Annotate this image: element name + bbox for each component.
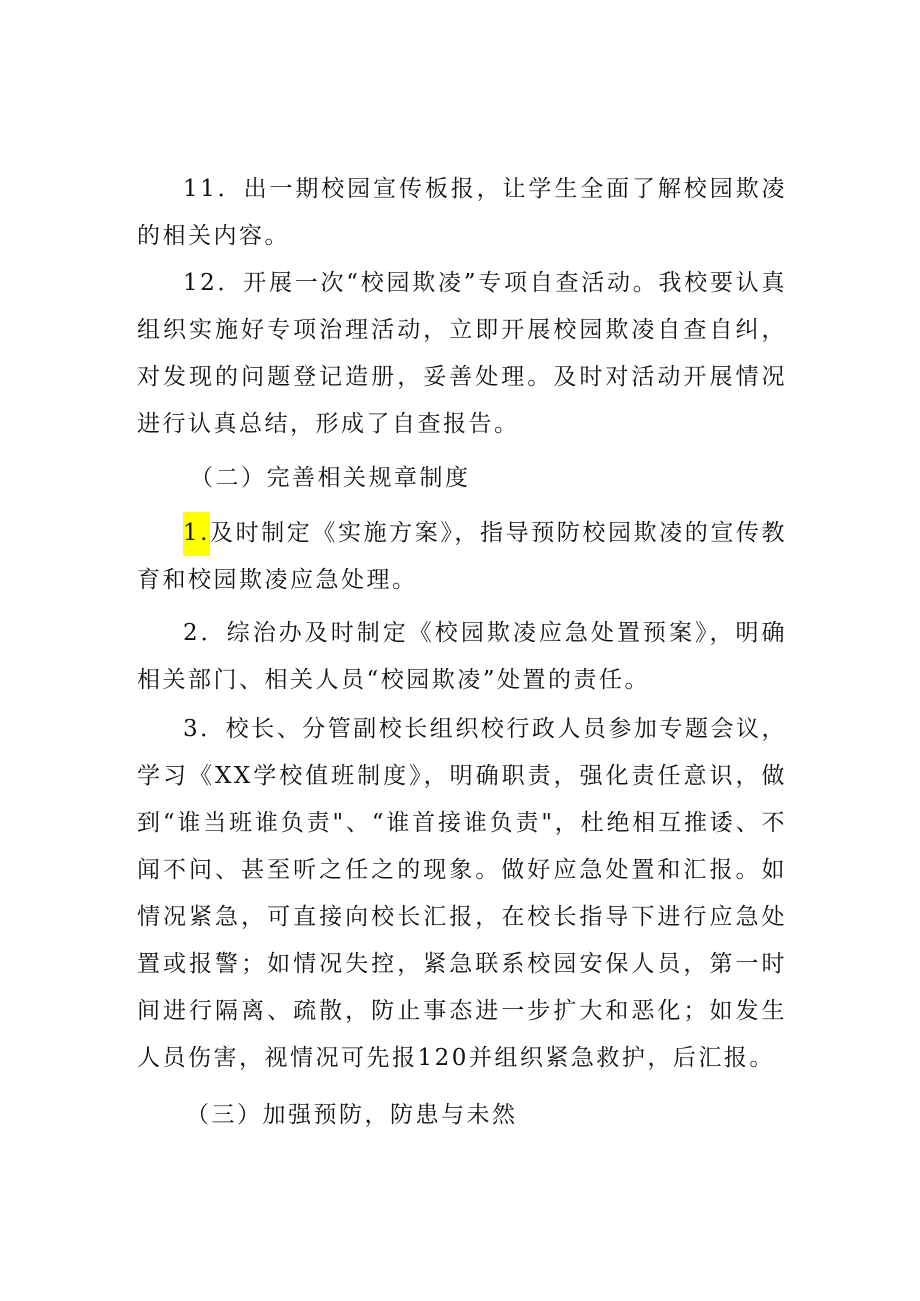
paragraph-section2-item-3	[137, 706, 787, 1082]
item-number: 2．	[183, 620, 227, 646]
item-number: 3．	[183, 716, 226, 742]
paragraph-section2-item-1	[137, 510, 787, 604]
item-text: 及时制定《实施方案》，指导预防校园欺凌的宣传教育和校园欺凌应急处理。	[137, 520, 787, 593]
item-number: 11．	[183, 176, 244, 202]
paragraph-item-12	[137, 260, 787, 448]
section-heading-3: （三）加强预防，防患与未然	[186, 1102, 518, 1128]
item-text: 校长、分管副校长组织校行政人员参加专题会议，学习《XX学校值班制度》，明确职责，强化责任意识，做到“谁当班谁负责"、“谁首接谁负责"，杜绝相互推诿、不闻不问、甚至听之任之的现象。做好应急处置和汇报。如情况紧急，可直接向校长汇报，在校长指导下进行应急处置或报警；如情况失控，紧急联系校园安保人员，第一时间进行隔离、疏散，防止事态进一步扩大和恶化；如发生人员伤害，视情况可先报120并组织紧急救护，后汇报。	[137, 716, 787, 1071]
paragraph-item-11	[137, 166, 787, 260]
section-heading-2: （二）完善相关规章制度	[190, 465, 471, 491]
item-text: 综治办及时制定《校园欺凌应急处置预案》，明确相关部门、相关人员“校园欺凌”处置的责任。	[137, 620, 787, 693]
item-text: 出一期校园宣传板报，让学生全面了解校园欺凌的相关内容。	[137, 176, 787, 249]
item-text: 开展一次“校园欺凌”专项自查活动。我校要认真组织实施好专项治理活动，立即开展校园欺凌自查自纠，对发现的问题登记造册，妥善处理。及时对活动开展情况进行认真总结，形成了自查报告。	[137, 270, 787, 437]
paragraph-section2-item-2	[137, 610, 787, 704]
highlighted-item-number: 1.	[183, 512, 210, 556]
item-number: 12．	[183, 270, 244, 296]
